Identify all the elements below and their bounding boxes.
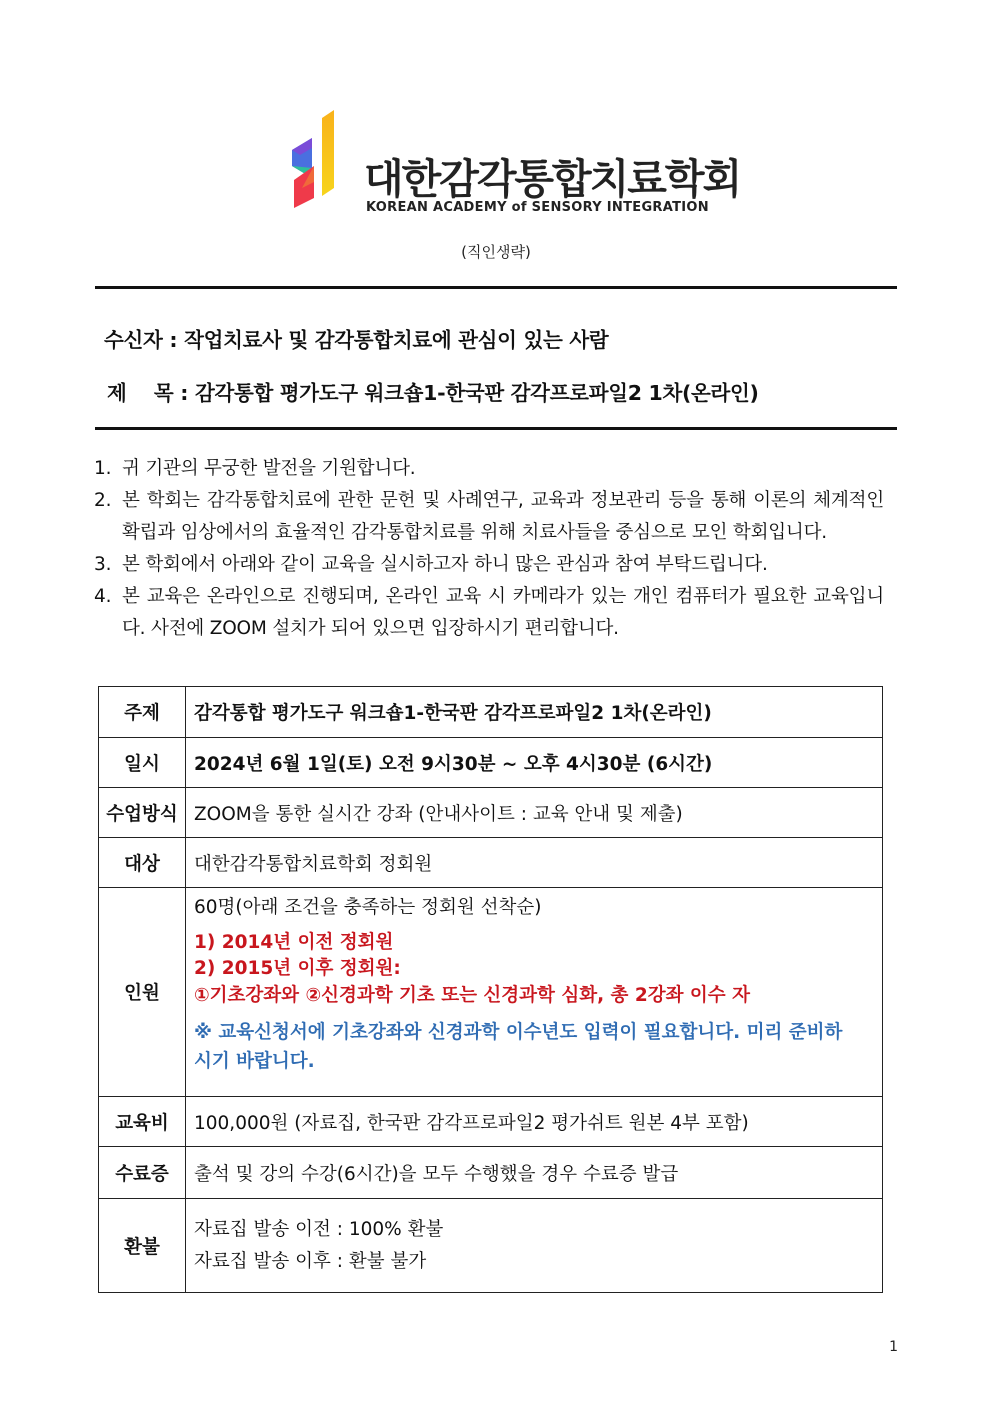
- target-value: 대한감각통합치료학회 정회원: [186, 838, 883, 888]
- recipient-label: 수신자: [104, 328, 163, 352]
- method-label: 수업방식: [99, 788, 186, 838]
- org-logo: [282, 108, 741, 218]
- target-label: 대상: [99, 838, 186, 888]
- page-number: 1: [889, 1339, 898, 1355]
- seal-omitted-note: (직인생략): [461, 243, 531, 261]
- table-row: [99, 1147, 883, 1199]
- subject-label: 제 목: [107, 381, 174, 405]
- datetime-label: 일시: [99, 738, 186, 788]
- fee-label: 교육비: [99, 1097, 186, 1147]
- datetime-value: 2024년 6월 1일(토) 오전 9시30분 ~ 오후 4시30분 (6시간): [186, 738, 883, 788]
- subject-line: 제 목 : 감각통합 평가도구 워크숍1-한국판 감각프로파일2 1차(온라인): [107, 381, 759, 405]
- capacity-intro: 60명(아래 조건을 충족하는 정회원 선착순): [194, 897, 542, 918]
- org-name-english: KOREAN ACADEMY of SENSORY INTEGRATION: [366, 200, 709, 215]
- logo-mark-icon: [282, 108, 352, 218]
- subject-value: 감각통합 평가도구 워크숍1-한국판 감각프로파일2 1차(온라인): [194, 381, 759, 405]
- recipient-line: 수신자 : 작업치료사 및 감각통합치료에 관심이 있는 사람: [104, 328, 609, 352]
- table-row: [99, 1097, 883, 1147]
- body-list: [94, 453, 884, 645]
- capacity-label: 인원: [99, 888, 186, 1097]
- list-item: 4. 본 교육은 온라인으로 진행되며, 온라인 교육 시 카메라가 있는 개인 컴퓨터가 필요한 교육입니다. 사전에 ZOOM 설치가 되어 있으면 입장하시기 편리합니다.: [94, 586, 884, 639]
- refund-line-2: 자료집 발송 이후 : 환불 불가: [194, 1250, 427, 1272]
- table-row: [99, 687, 883, 738]
- method-value: ZOOM을 통한 실시간 강좌 (안내사이트 : 교육 안내 및 제출): [186, 788, 883, 838]
- fee-value: 100,000원 (자료집, 한국판 감각프로파일2 평가쉬트 원본 4부 포함): [186, 1097, 883, 1147]
- recipient-value: 작업치료사 및 감각통합치료에 관심이 있는 사람: [184, 328, 609, 352]
- table-row: [99, 888, 883, 1097]
- list-item: 1. 귀 기관의 무궁한 발전을 기원합니다.: [94, 458, 416, 479]
- capacity-note: ※ 교육신청서에 기초강좌와 신경과학 이수년도 입력이 필요합니다. 미리 준비하시기 바랍니다.: [194, 1022, 843, 1072]
- list-item: 2. 본 학회는 감각통합치료에 관한 문헌 및 사례연구, 교육과 정보관리 등을 통해 이론의 체계적인 확립과 임상에서의 효율적인 감각통합치료를 위해 치료사들을 중심으로 모인 학회입니다.: [94, 490, 884, 543]
- capacity-cell: [186, 888, 883, 1097]
- refund-cell: [186, 1199, 883, 1293]
- header-top-rule: [95, 286, 897, 289]
- certificate-value: 출석 및 강의 수강(6시간)을 모두 수행했을 경우 수료증 발급: [186, 1147, 883, 1199]
- capacity-condition-3: ①기초강좌와 ②신경과학 기초 또는 신경과학 심화, 총 2강좌 이수 자: [194, 985, 750, 1006]
- topic-label: 주제: [99, 687, 186, 738]
- certificate-label: 수료증: [99, 1147, 186, 1199]
- refund-label: 환불: [99, 1199, 186, 1293]
- table-row: [99, 788, 883, 838]
- capacity-condition-2: 2) 2015년 이후 정회원:: [194, 958, 401, 979]
- refund-line-1: 자료집 발송 이전 : 100% 환불: [194, 1218, 444, 1240]
- org-name-korean: 대한감각통합치료학회: [364, 155, 741, 203]
- table-row: [99, 838, 883, 888]
- table-row: [99, 1199, 883, 1293]
- list-item: 3. 본 학회에서 아래와 같이 교육을 실시하고자 하니 많은 관심과 참여 부탁드립니다.: [94, 554, 768, 575]
- topic-value: 감각통합 평가도구 워크숍1-한국판 감각프로파일2 1차(온라인): [186, 687, 883, 738]
- table-row: [99, 738, 883, 788]
- header-bottom-rule: [95, 427, 897, 430]
- course-info-table: [98, 686, 883, 1293]
- capacity-condition-1: 1) 2014년 이전 정회원: [194, 932, 394, 953]
